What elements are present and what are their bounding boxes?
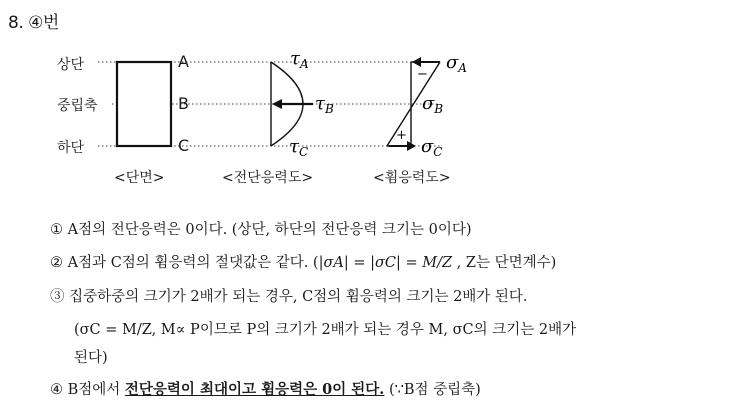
sigma-b-label: $\sigma_B$ [422, 93, 444, 116]
item-2-prefix: ② A점과 C점의 휨응력의 절댓값은 같다. ( [50, 255, 319, 271]
question-title: 8. ④번 [8, 13, 59, 33]
minus-sign: − [417, 67, 428, 82]
item-1: ① A점의 전단응력은 0이다. (상단, 하단의 전단응력 크기는 0이다) [50, 222, 472, 238]
cross-section-rect [117, 62, 171, 146]
stress-diagram [0, 0, 740, 200]
label-top: 상단 [57, 57, 85, 73]
tau-c-label: $\tau_C$ [289, 136, 309, 159]
plus-sign: + [396, 128, 407, 143]
item-3-end: 된다) [74, 350, 108, 366]
item-2-formula: |σA| = |σC| = M/Z [318, 255, 453, 271]
caption-section: <단면> [114, 170, 165, 186]
tau-b-label: $\tau_B$ [315, 93, 334, 116]
item-2 [50, 251, 556, 272]
caption-bending-stress: <휨응력도> [373, 170, 451, 186]
label-neutral-axis: 중립축 [57, 98, 98, 114]
point-b-label: B [178, 94, 189, 113]
item-4-emphasis: 전단응력이 최대이고 휨응력은 0이 된다. [124, 381, 385, 398]
sigma-c-label: $\sigma_C$ [421, 136, 443, 159]
item-4-prefix: ④ B점에서 [50, 382, 125, 398]
point-a-label: A [178, 52, 189, 71]
item-2-suffix: , Z는 단면계수) [452, 255, 557, 271]
caption-shear-stress: <전단응력도> [222, 170, 314, 186]
bending-top-arrowhead [412, 57, 421, 67]
sigma-a-label: $\sigma_A$ [446, 52, 467, 75]
item-4-suffix: (∵B점 중립축) [384, 382, 481, 398]
item-4 [50, 378, 481, 399]
label-bottom: 하단 [57, 140, 85, 156]
item-3: ③ 집중하중의 크기가 2배가 되는 경우, C점의 휨응력의 크기는 2배가 된다. [50, 289, 528, 305]
shear-arrowhead [272, 99, 282, 109]
tau-a-label: $\tau_A$ [290, 48, 309, 71]
item-3-detail: (σC = M/Z, M∝ P이므로 P의 크기가 2배가 되는 경우 M, σC의 크기는 2배가 [74, 322, 577, 338]
point-c-label: C [178, 136, 190, 155]
